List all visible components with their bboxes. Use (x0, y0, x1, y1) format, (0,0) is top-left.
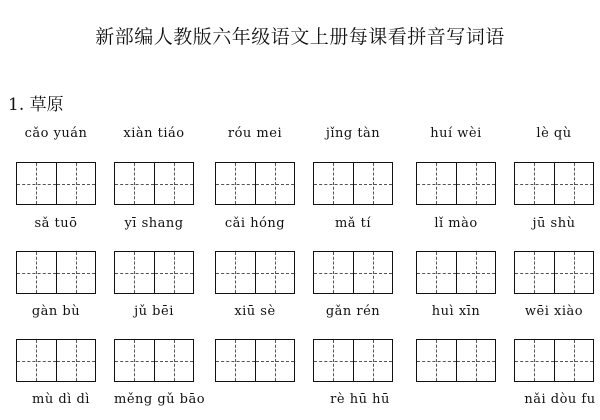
writing-grid[interactable] (215, 162, 295, 205)
pinyin-label: mǎ tí (334, 216, 372, 231)
grid-cell[interactable] (56, 163, 96, 204)
pinyin-label: lǐ mào (434, 216, 478, 231)
writing-grid[interactable] (114, 339, 194, 382)
pinyin-label: nǎi dòu fu (524, 392, 596, 407)
grid-cell[interactable] (255, 252, 295, 293)
grid-cell[interactable] (216, 340, 255, 381)
grid-cell[interactable] (17, 340, 56, 381)
section-title: 1. 草原 (8, 95, 64, 115)
writing-grid[interactable] (215, 251, 295, 294)
pinyin-label: huí wèi (430, 126, 482, 141)
grid-cell[interactable] (154, 163, 194, 204)
grid-cell[interactable] (216, 252, 255, 293)
grid-cell[interactable] (353, 163, 393, 204)
grid-cell[interactable] (314, 340, 353, 381)
grid-cell[interactable] (554, 340, 594, 381)
grid-cell[interactable] (154, 252, 194, 293)
grid-cell[interactable] (417, 252, 456, 293)
grid-cell[interactable] (353, 340, 393, 381)
pinyin-label: xiàn tiáo (123, 126, 185, 141)
pinyin-label: gàn bù (31, 304, 81, 319)
pinyin-label: gǎn rén (325, 304, 381, 319)
grid-cell[interactable] (417, 340, 456, 381)
pinyin-label: měng gǔ bāo (114, 392, 206, 407)
writing-grid[interactable] (416, 339, 496, 382)
grid-cell[interactable] (154, 340, 194, 381)
grid-cell[interactable] (115, 163, 154, 204)
grid-cell[interactable] (255, 340, 295, 381)
grid-cell[interactable] (515, 163, 554, 204)
writing-grid[interactable] (16, 339, 96, 382)
writing-grid[interactable] (114, 251, 194, 294)
grid-cell[interactable] (56, 340, 96, 381)
pinyin-label: rè hū hū (330, 392, 390, 407)
pinyin-label: sǎ tuō (34, 216, 78, 231)
grid-cell[interactable] (216, 163, 255, 204)
grid-cell[interactable] (314, 252, 353, 293)
pinyin-label: cǎo yuán (24, 126, 88, 141)
pinyin-label: jǔ bēi (134, 304, 174, 319)
writing-grid[interactable] (416, 162, 496, 205)
writing-grid[interactable] (215, 339, 295, 382)
pinyin-label: mù dì dì (32, 392, 90, 407)
writing-grid[interactable] (416, 251, 496, 294)
grid-cell[interactable] (17, 163, 56, 204)
grid-cell[interactable] (115, 340, 154, 381)
pinyin-label: xiū sè (234, 304, 276, 319)
grid-cell[interactable] (255, 163, 295, 204)
grid-cell[interactable] (456, 252, 496, 293)
page-title: 新部编人教版六年级语文上册每课看拼音写词语 (95, 26, 505, 48)
grid-cell[interactable] (417, 163, 456, 204)
writing-grid[interactable] (313, 251, 393, 294)
grid-cell[interactable] (456, 340, 496, 381)
writing-grid[interactable] (114, 162, 194, 205)
pinyin-label: jū shù (532, 216, 576, 231)
pinyin-label: lè qù (536, 126, 572, 141)
writing-grid[interactable] (514, 251, 594, 294)
grid-cell[interactable] (115, 252, 154, 293)
writing-grid[interactable] (313, 162, 393, 205)
grid-cell[interactable] (56, 252, 96, 293)
pinyin-label: jǐng tàn (325, 126, 381, 141)
writing-grid[interactable] (514, 339, 594, 382)
grid-cell[interactable] (554, 163, 594, 204)
grid-cell[interactable] (515, 252, 554, 293)
pinyin-label: cǎi hóng (224, 216, 286, 231)
pinyin-label: róu mei (227, 126, 283, 141)
writing-grid[interactable] (16, 251, 96, 294)
grid-cell[interactable] (554, 252, 594, 293)
pinyin-label: wēi xiào (524, 304, 584, 319)
grid-cell[interactable] (17, 252, 56, 293)
grid-cell[interactable] (353, 252, 393, 293)
pinyin-label: yī shang (124, 216, 184, 231)
grid-cell[interactable] (456, 163, 496, 204)
writing-grid[interactable] (16, 162, 96, 205)
writing-grid[interactable] (313, 339, 393, 382)
grid-cell[interactable] (515, 340, 554, 381)
writing-grid[interactable] (514, 162, 594, 205)
pinyin-label: huì xīn (431, 304, 481, 319)
grid-cell[interactable] (314, 163, 353, 204)
